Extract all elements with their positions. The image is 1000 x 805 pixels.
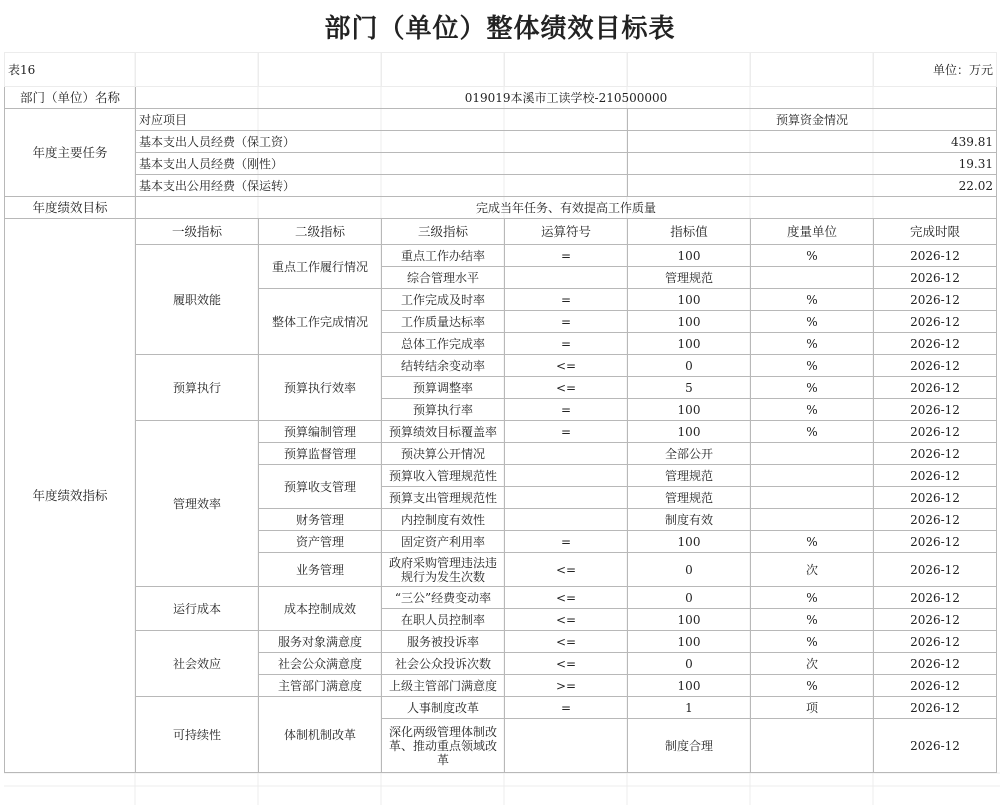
deadline-cell: 2026-12 bbox=[874, 289, 997, 311]
unit-cell: % bbox=[751, 631, 874, 653]
operator-cell: = bbox=[505, 333, 628, 355]
operator-cell bbox=[505, 509, 628, 531]
unit-cell: 次 bbox=[751, 653, 874, 675]
unit-cell: % bbox=[751, 399, 874, 421]
indicator-row bbox=[5, 697, 997, 719]
unit-cell: 项 bbox=[751, 697, 874, 719]
level3-indicator: 人事制度改革 bbox=[382, 697, 505, 719]
target-value-cell: 0 bbox=[628, 587, 751, 609]
indicator-row bbox=[5, 631, 997, 653]
header-level2: 二级指标 bbox=[259, 219, 382, 245]
level1-indicator: 管理效率 bbox=[136, 421, 259, 587]
level3-indicator: 预决算公开情况 bbox=[382, 443, 505, 465]
level2-indicator: 服务对象满意度 bbox=[259, 631, 382, 653]
level2-indicator: 业务管理 bbox=[259, 553, 382, 587]
level2-indicator: 成本控制成效 bbox=[259, 587, 382, 631]
operator-cell: >= bbox=[505, 675, 628, 697]
deadline-cell: 2026-12 bbox=[874, 267, 997, 289]
level3-indicator: 上级主管部门满意度 bbox=[382, 675, 505, 697]
deadline-cell: 2026-12 bbox=[874, 377, 997, 399]
deadline-cell: 2026-12 bbox=[874, 653, 997, 675]
target-value-cell: 管理规范 bbox=[628, 487, 751, 509]
deadline-cell: 2026-12 bbox=[874, 487, 997, 509]
operator-cell: = bbox=[505, 289, 628, 311]
level3-indicator: 预算支出管理规范性 bbox=[382, 487, 505, 509]
level1-indicator: 社会效应 bbox=[136, 631, 259, 697]
indicator-row bbox=[5, 587, 997, 609]
deadline-cell: 2026-12 bbox=[874, 311, 997, 333]
level3-indicator: 综合管理水平 bbox=[382, 267, 505, 289]
target-value-cell: 100 bbox=[628, 631, 751, 653]
unit-cell: % bbox=[751, 355, 874, 377]
target-value-cell: 100 bbox=[628, 333, 751, 355]
deadline-cell: 2026-12 bbox=[874, 553, 997, 587]
level3-indicator: 政府采购管理违法违规行为发生次数 bbox=[382, 553, 505, 587]
operator-cell: = bbox=[505, 245, 628, 267]
level3-indicator: 社会公众投诉次数 bbox=[382, 653, 505, 675]
operator-cell bbox=[505, 267, 628, 289]
level3-indicator: 内控制度有效性 bbox=[382, 509, 505, 531]
level2-indicator: 整体工作完成情况 bbox=[259, 289, 382, 355]
operator-cell: <= bbox=[505, 609, 628, 631]
unit-cell bbox=[751, 465, 874, 487]
level2-indicator: 体制机制改革 bbox=[259, 697, 382, 773]
deadline-cell: 2026-12 bbox=[874, 399, 997, 421]
target-value-cell: 制度合理 bbox=[628, 719, 751, 773]
annual-goal-value: 完成当年任务、有效提高工作质量 bbox=[136, 197, 997, 219]
operator-cell: = bbox=[505, 399, 628, 421]
operator-cell: = bbox=[505, 531, 628, 553]
operator-cell: = bbox=[505, 311, 628, 333]
level3-indicator: 工作质量达标率 bbox=[382, 311, 505, 333]
level3-indicator: 预算调整率 bbox=[382, 377, 505, 399]
deadline-cell: 2026-12 bbox=[874, 531, 997, 553]
operator-cell bbox=[505, 487, 628, 509]
header-unit: 度量单位 bbox=[751, 219, 874, 245]
unit-cell: % bbox=[751, 609, 874, 631]
annual-goal-label: 年度绩效目标 bbox=[5, 197, 136, 219]
level3-indicator: 固定资产利用率 bbox=[382, 531, 505, 553]
operator-cell: <= bbox=[505, 587, 628, 609]
dept-name-label: 部门（单位）名称 bbox=[5, 87, 136, 109]
unit-cell bbox=[751, 267, 874, 289]
target-value-cell: 制度有效 bbox=[628, 509, 751, 531]
unit-cell bbox=[751, 443, 874, 465]
header-target-value: 指标值 bbox=[628, 219, 751, 245]
level2-indicator: 预算编制管理 bbox=[259, 421, 382, 443]
operator-cell: <= bbox=[505, 631, 628, 653]
task-row: 基本支出人员经费（刚性） 19.31 bbox=[5, 153, 997, 175]
level2-indicator: 财务管理 bbox=[259, 509, 382, 531]
unit-cell: % bbox=[751, 675, 874, 697]
target-value-cell: 100 bbox=[628, 399, 751, 421]
target-value-cell: 管理规范 bbox=[628, 465, 751, 487]
level3-indicator: 预算执行率 bbox=[382, 399, 505, 421]
level1-indicator: 运行成本 bbox=[136, 587, 259, 631]
level3-indicator: 在职人员控制率 bbox=[382, 609, 505, 631]
unit-cell: % bbox=[751, 377, 874, 399]
level3-indicator: 深化两级管理体制改革、推动重点领域改革 bbox=[382, 719, 505, 773]
operator-cell: <= bbox=[505, 355, 628, 377]
unit-cell: 次 bbox=[751, 553, 874, 587]
indicator-section-label: 年度绩效指标 bbox=[5, 219, 136, 773]
target-value-cell: 管理规范 bbox=[628, 267, 751, 289]
level1-indicator: 履职效能 bbox=[136, 245, 259, 355]
level2-indicator: 重点工作履行情况 bbox=[259, 245, 382, 289]
unit-cell bbox=[751, 509, 874, 531]
level1-indicator: 可持续性 bbox=[136, 697, 259, 773]
unit-cell: % bbox=[751, 333, 874, 355]
level2-indicator: 资产管理 bbox=[259, 531, 382, 553]
unit-cell bbox=[751, 719, 874, 773]
level3-indicator: “三公”经费变动率 bbox=[382, 587, 505, 609]
deadline-cell: 2026-12 bbox=[874, 631, 997, 653]
level2-indicator: 预算执行效率 bbox=[259, 355, 382, 421]
deadline-cell: 2026-12 bbox=[874, 719, 997, 773]
operator-cell: = bbox=[505, 697, 628, 719]
unit-cell: % bbox=[751, 531, 874, 553]
table-number: 表16 bbox=[5, 53, 136, 87]
operator-cell: <= bbox=[505, 653, 628, 675]
header-operator: 运算符号 bbox=[505, 219, 628, 245]
unit-label: 单位：万元 bbox=[874, 53, 997, 87]
deadline-cell: 2026-12 bbox=[874, 675, 997, 697]
deadline-cell: 2026-12 bbox=[874, 245, 997, 267]
indicator-row bbox=[5, 245, 997, 267]
deadline-cell: 2026-12 bbox=[874, 609, 997, 631]
deadline-cell: 2026-12 bbox=[874, 421, 997, 443]
level1-indicator: 预算执行 bbox=[136, 355, 259, 421]
level2-indicator: 社会公众满意度 bbox=[259, 653, 382, 675]
target-value-cell: 100 bbox=[628, 531, 751, 553]
operator-cell: = bbox=[505, 421, 628, 443]
page-title: 部门（单位）整体绩效目标表 bbox=[324, 14, 676, 44]
task-row: 基本支出公用经费（保运转） 22.02 bbox=[5, 175, 997, 197]
operator-cell bbox=[505, 465, 628, 487]
target-value-cell: 100 bbox=[628, 289, 751, 311]
deadline-cell: 2026-12 bbox=[874, 587, 997, 609]
unit-cell: % bbox=[751, 311, 874, 333]
target-value-cell: 0 bbox=[628, 553, 751, 587]
level3-indicator: 预算绩效目标覆盖率 bbox=[382, 421, 505, 443]
level3-indicator: 预算收入管理规范性 bbox=[382, 465, 505, 487]
deadline-cell: 2026-12 bbox=[874, 333, 997, 355]
performance-goal-table bbox=[4, 52, 997, 773]
operator-cell: <= bbox=[505, 553, 628, 587]
target-value-cell: 100 bbox=[628, 421, 751, 443]
level3-indicator: 总体工作完成率 bbox=[382, 333, 505, 355]
deadline-cell: 2026-12 bbox=[874, 509, 997, 531]
target-value-cell: 0 bbox=[628, 355, 751, 377]
target-value-cell: 5 bbox=[628, 377, 751, 399]
level2-indicator: 预算收支管理 bbox=[259, 465, 382, 509]
operator-cell: <= bbox=[505, 377, 628, 399]
target-value-cell: 100 bbox=[628, 311, 751, 333]
project-column-header: 对应项目 bbox=[136, 109, 628, 131]
unit-cell bbox=[751, 487, 874, 509]
budget-column-header: 预算资金情况 bbox=[628, 109, 997, 131]
unit-cell: % bbox=[751, 587, 874, 609]
header-level1: 一级指标 bbox=[136, 219, 259, 245]
target-value-cell: 100 bbox=[628, 675, 751, 697]
target-value-cell: 1 bbox=[628, 697, 751, 719]
indicator-row bbox=[5, 421, 997, 443]
unit-cell: % bbox=[751, 289, 874, 311]
level3-indicator: 工作完成及时率 bbox=[382, 289, 505, 311]
level2-indicator: 预算监督管理 bbox=[259, 443, 382, 465]
target-value-cell: 100 bbox=[628, 609, 751, 631]
deadline-cell: 2026-12 bbox=[874, 465, 997, 487]
annual-task-label: 年度主要任务 bbox=[5, 109, 136, 197]
level3-indicator: 服务被投诉率 bbox=[382, 631, 505, 653]
target-value-cell: 全部公开 bbox=[628, 443, 751, 465]
target-value-cell: 0 bbox=[628, 653, 751, 675]
level3-indicator: 重点工作办结率 bbox=[382, 245, 505, 267]
operator-cell bbox=[505, 719, 628, 773]
level3-indicator: 结转结余变动率 bbox=[382, 355, 505, 377]
dept-name-value: 019019本溪市工读学校-210500000 bbox=[136, 87, 997, 109]
task-row: 基本支出人员经费（保工资） 439.81 bbox=[5, 131, 997, 153]
deadline-cell: 2026-12 bbox=[874, 355, 997, 377]
unit-cell: % bbox=[751, 421, 874, 443]
deadline-cell: 2026-12 bbox=[874, 443, 997, 465]
header-deadline: 完成时限 bbox=[874, 219, 997, 245]
operator-cell bbox=[505, 443, 628, 465]
header-level3: 三级指标 bbox=[382, 219, 505, 245]
level2-indicator: 主管部门满意度 bbox=[259, 675, 382, 697]
unit-cell: % bbox=[751, 245, 874, 267]
target-value-cell: 100 bbox=[628, 245, 751, 267]
indicator-row bbox=[5, 355, 997, 377]
deadline-cell: 2026-12 bbox=[874, 697, 997, 719]
